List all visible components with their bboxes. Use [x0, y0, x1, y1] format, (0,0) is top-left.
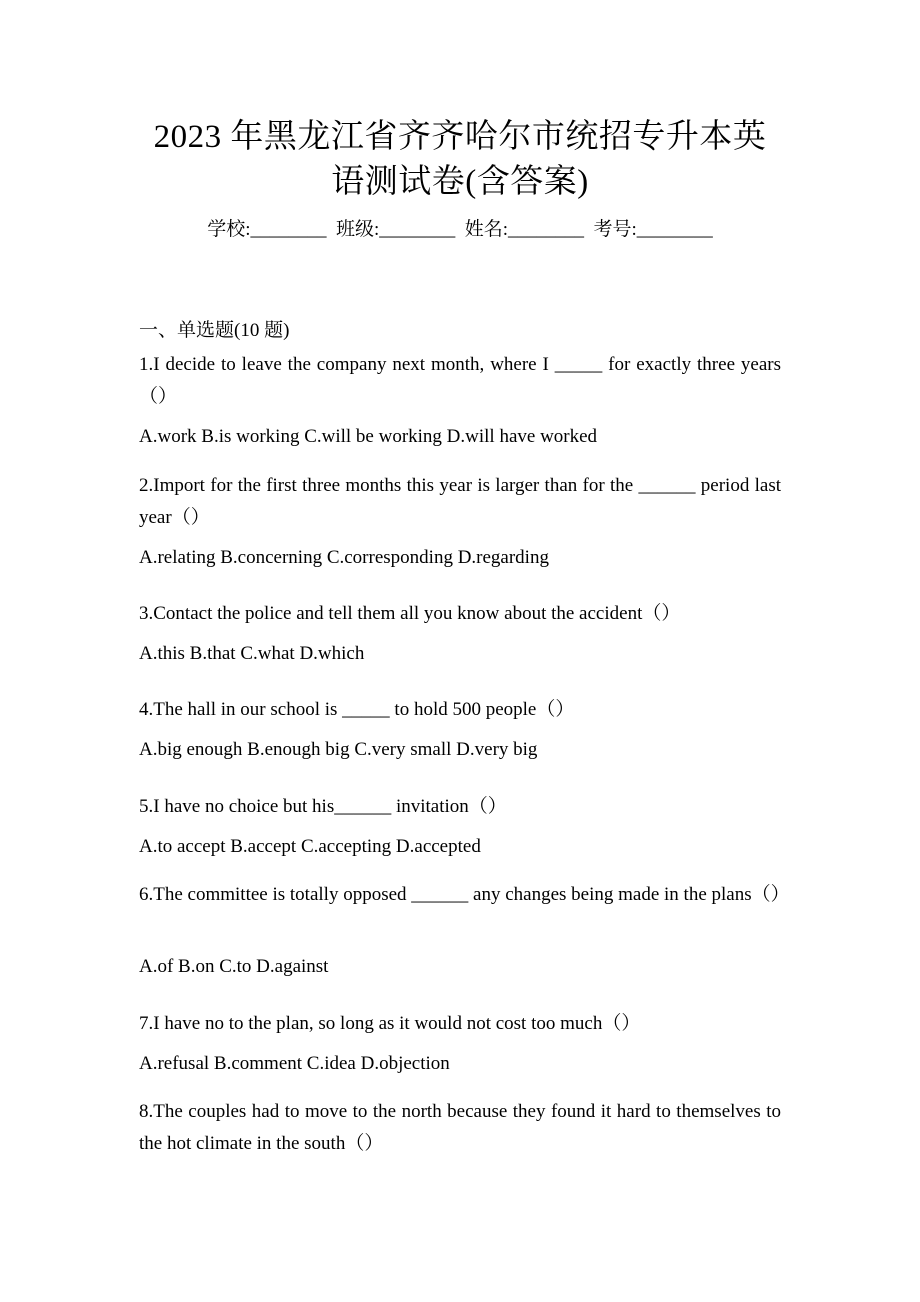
question-6-options: A.of B.on C.to D.against: [139, 956, 329, 977]
question-8-stem: 8.The couples had to move to the north because they found it hard to themselves to the hot climate in the south（）: [139, 1101, 781, 1154]
document-title-line-1: 2023 年黑龙江省齐齐哈尔市统招专升本英: [153, 119, 767, 155]
question-6-stem: 6.The committee is totally opposed ______ any changes being made in the plans（）: [139, 884, 790, 905]
question-1-stem: 1.I decide to leave the company next month, where I _____ for exactly three years（）: [139, 354, 781, 407]
student-info-line: 学校:________ 班级:________ 姓名:________ 考号:________: [207, 219, 713, 240]
question-5-stem: 5.I have no choice but his______ invitation（）: [139, 796, 507, 817]
question-3-stem: 3.Contact the police and tell them all you know about the accident（）: [139, 603, 681, 624]
question-3-options: A.this B.that C.what D.which: [139, 643, 365, 664]
question-2-options: A.relating B.concerning C.corresponding D.regarding: [139, 547, 549, 568]
question-4-options: A.big enough B.enough big C.very small D.very big: [139, 739, 538, 760]
question-7-stem: 7.I have no to the plan, so long as it would not cost too much（）: [139, 1013, 641, 1034]
question-7-options: A.refusal B.comment C.idea D.objection: [139, 1053, 450, 1074]
question-2-stem: 2.Import for the first three months this year is larger than for the ______ period last year（）: [139, 475, 781, 528]
question-4-stem: 4.The hall in our school is _____ to hold 500 people（）: [139, 699, 575, 720]
question-1-options: A.work B.is working C.will be working D.will have worked: [139, 426, 598, 447]
document-title-line-2: 语测试卷(含答案): [331, 164, 589, 200]
question-5-options: A.to accept B.accept C.accepting D.accepted: [139, 836, 481, 857]
section-heading: 一、单选题(10 题): [139, 320, 290, 341]
